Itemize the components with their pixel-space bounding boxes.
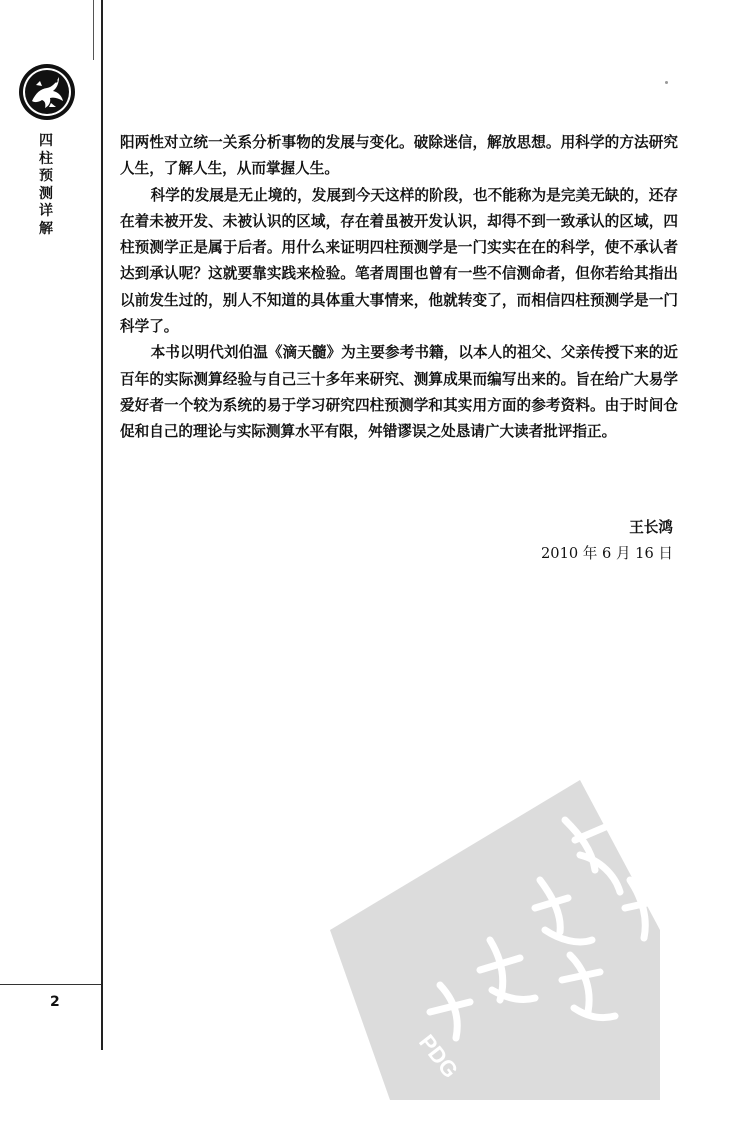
- side-title-char: 测: [39, 185, 53, 202]
- top-margin-tick: [93, 0, 94, 60]
- page-number: 2: [50, 994, 60, 1010]
- phoenix-emblem-icon: [18, 63, 76, 121]
- signature-block: [541, 515, 673, 567]
- margin-rule: [101, 0, 103, 1050]
- author-name: 王长鸿: [629, 519, 673, 536]
- side-title-char: 详: [39, 203, 53, 219]
- side-title-char: 柱: [39, 150, 53, 167]
- watermark-seal: [330, 780, 660, 1100]
- side-title-char: 解: [39, 220, 53, 237]
- watermark-badge: PDG: [414, 1029, 464, 1083]
- body-text: [120, 130, 678, 446]
- paragraph: 科学的发展是无止境的，发展到今天这样的阶段，也不能称为是完美无缺的，还存在着未被开发、未被认识的区域，存在着虽被开发认识，却得不到一致承认的区域，四柱预测学正是属于后者。用什么来证明四柱预测学是一门实实在在的科学，使不承认者达到承认呢？这就要靠实践来检验。笔者周围也曾有一些不信测命者，但你若给其指出以前发生过的，别人不知道的具体重大事情来，他就转变了，而相信四柱预测学是一门科学了。: [120, 186, 678, 336]
- side-title-char: 预: [39, 168, 53, 184]
- side-book-title: [34, 133, 58, 238]
- paragraph: 本书以明代刘伯温《滴天髓》为主要参考书籍，以本人的祖父、父亲传授下来的近百年的实际测算经验与自己三十多年来研究、测算成果而编写出来的。旨在给广大易学爱好者一个较为系统的易于学习研究四柱预测学和其实用方面的参考资料。由于时间仓促和自己的理论与实际测算水平有限，舛错谬误之处恳请广大读者批评指正。: [120, 344, 678, 441]
- side-title-char: 四: [39, 133, 53, 149]
- signature-date: 2010 年 6 月 16 日: [541, 545, 673, 562]
- scan-speck: [665, 81, 668, 84]
- paragraph: 阳两性对立统一关系分析事物的发展与变化。破除迷信，解放思想。用科学的方法研究人生，了解人生，从而掌握人生。: [120, 134, 678, 178]
- footer-rule: [0, 984, 101, 985]
